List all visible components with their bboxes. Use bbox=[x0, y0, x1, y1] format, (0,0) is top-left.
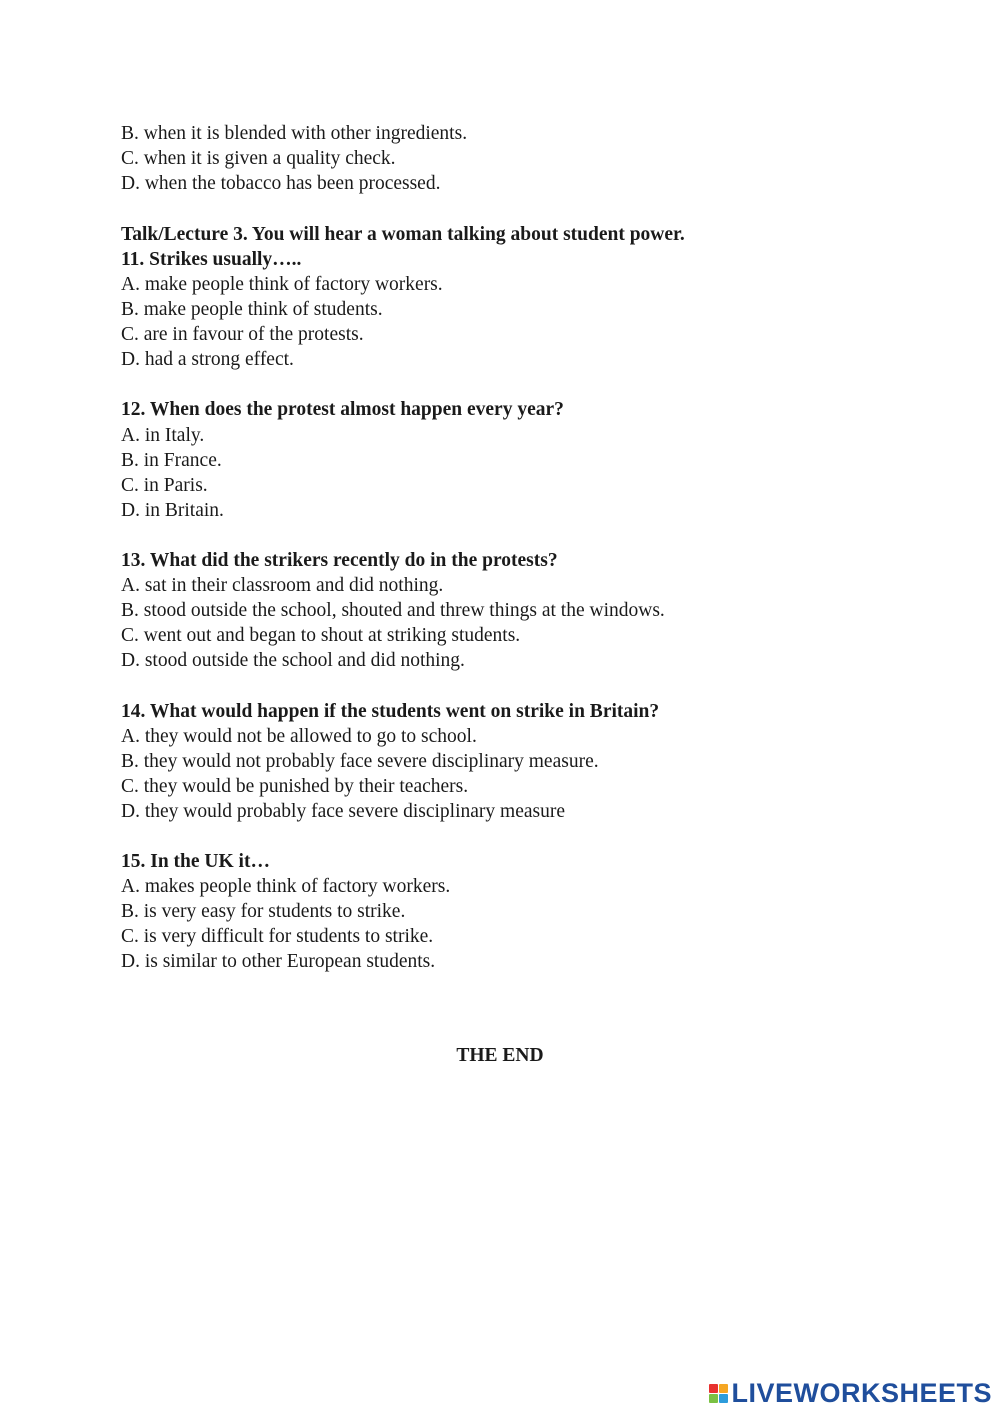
option: D. stood outside the school and did nothing. bbox=[121, 650, 465, 671]
option: D. when the tobacco has been processed. bbox=[121, 173, 441, 194]
option: A. in Italy. bbox=[121, 425, 205, 446]
option: D. had a strong effect. bbox=[121, 349, 294, 370]
option: C. they would be punished by their teachers. bbox=[121, 776, 469, 797]
option: B. make people think of students. bbox=[121, 299, 383, 320]
option: B. stood outside the school, shouted and threw things at the windows. bbox=[121, 600, 665, 621]
option: B. when it is blended with other ingredients. bbox=[121, 123, 468, 144]
option: D. they would probably face severe disciplinary measure bbox=[121, 801, 566, 822]
option: B. they would not probably face severe disciplinary measure. bbox=[121, 751, 599, 772]
option: C. in Paris. bbox=[121, 475, 208, 496]
question-14: 14. What would happen if the students went on strike in Britain? bbox=[121, 701, 660, 722]
option: D. in Britain. bbox=[121, 500, 224, 521]
option: C. are in favour of the protests. bbox=[121, 324, 364, 345]
option: A. makes people think of factory workers. bbox=[121, 876, 451, 897]
question-11: 11. Strikes usually….. bbox=[121, 249, 302, 270]
liveworksheets-logo-icon bbox=[709, 1384, 728, 1403]
option: C. when it is given a quality check. bbox=[121, 148, 396, 169]
option: C. is very difficult for students to strike. bbox=[121, 926, 434, 947]
option: D. is similar to other European students. bbox=[121, 951, 436, 972]
option: A. sat in their classroom and did nothing. bbox=[121, 575, 444, 596]
section-title: Talk/Lecture 3. You will hear a woman talking about student power. bbox=[121, 224, 685, 245]
option: A. they would not be allowed to go to school. bbox=[121, 726, 477, 747]
liveworksheets-brand bbox=[709, 1379, 992, 1407]
question-12: 12. When does the protest almost happen every year? bbox=[121, 399, 564, 420]
option: B. is very easy for students to strike. bbox=[121, 901, 406, 922]
option: B. in France. bbox=[121, 450, 222, 471]
end-text: THE END bbox=[456, 1045, 544, 1066]
brand-text: LIVEWORKSHEETS bbox=[731, 1377, 992, 1408]
option: A. make people think of factory workers. bbox=[121, 274, 443, 295]
option: C. went out and began to shout at striking students. bbox=[121, 625, 521, 646]
question-15: 15. In the UK it… bbox=[121, 851, 270, 872]
question-13: 13. What did the strikers recently do in the protests? bbox=[121, 550, 558, 571]
